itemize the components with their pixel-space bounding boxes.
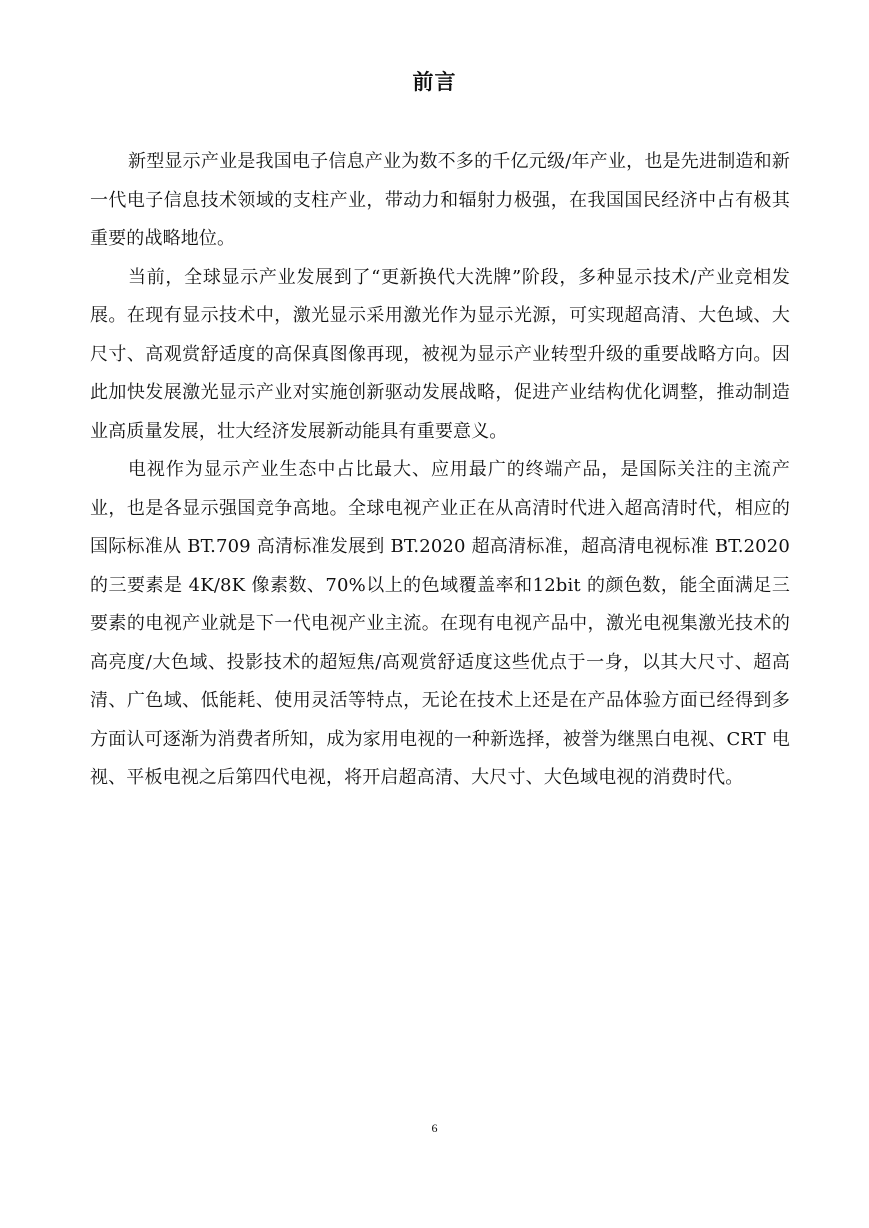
page-title: 前言 <box>412 69 457 94</box>
paragraph-1: 新型显示产业是我国电子信息产业为数不多的千亿元级/年产业，也是先进制造和新一代电子信息技术领域的支柱产业，带动力和辐射力极强，在我国国民经济中占有极其重要的战略地位。 <box>90 151 790 249</box>
paragraph-2: 当前，全球显示产业发展到了“更新换代大洗牌”阶段，多种显示技术/产业竞相发展。在现有显示技术中，激光显示采用激光作为显示光源，可实现超高清、大色域、大尺寸、高观赏舒适度的高保真图像再现，被视为显示产业转型升级的重要战略方向。因此加快发展激光显示产业对实施创新驱动发展战略，促进产业结构优化调整，推动制造业高质量发展，壮大经济发展新动能具有重要意义。 <box>90 266 790 442</box>
paragraph-3: 电视作为显示产业生态中占比最大、应用最广的终端产品，是国际关注的主流产业，也是各显示强国竞争高地。全球电视产业正在从高清时代进入超高清时代，相应的国际标准从 BT.709 高清标准发展到 BT.2020 超高清标准，超高清电视标准 BT.2020 的三要素是 4K/8K 像素数、70%以上的色域覆盖率和12bit 的颜色数，能全面满足三要素的电视产业就是下一代电视产业主流。在现有电视产品中，激光电视集激光技术的高亮度/大色域、投影技术的超短焦/高观赏舒适度这些优点于一身，以其大尺寸、超高清、广色域、低能耗、使用灵活等特点，无论在技术上还是在产品体验方面已经得到多方面认可逐渐为消费者所知，成为家用电视的一种新选择，被誉为继黑白电视、CRT 电视、平板电视之后第四代电视，将开启超高清、大尺寸、大色域电视的消费时代。 <box>90 459 790 788</box>
body-text <box>90 143 790 798</box>
page-number: 6 <box>431 1121 438 1135</box>
